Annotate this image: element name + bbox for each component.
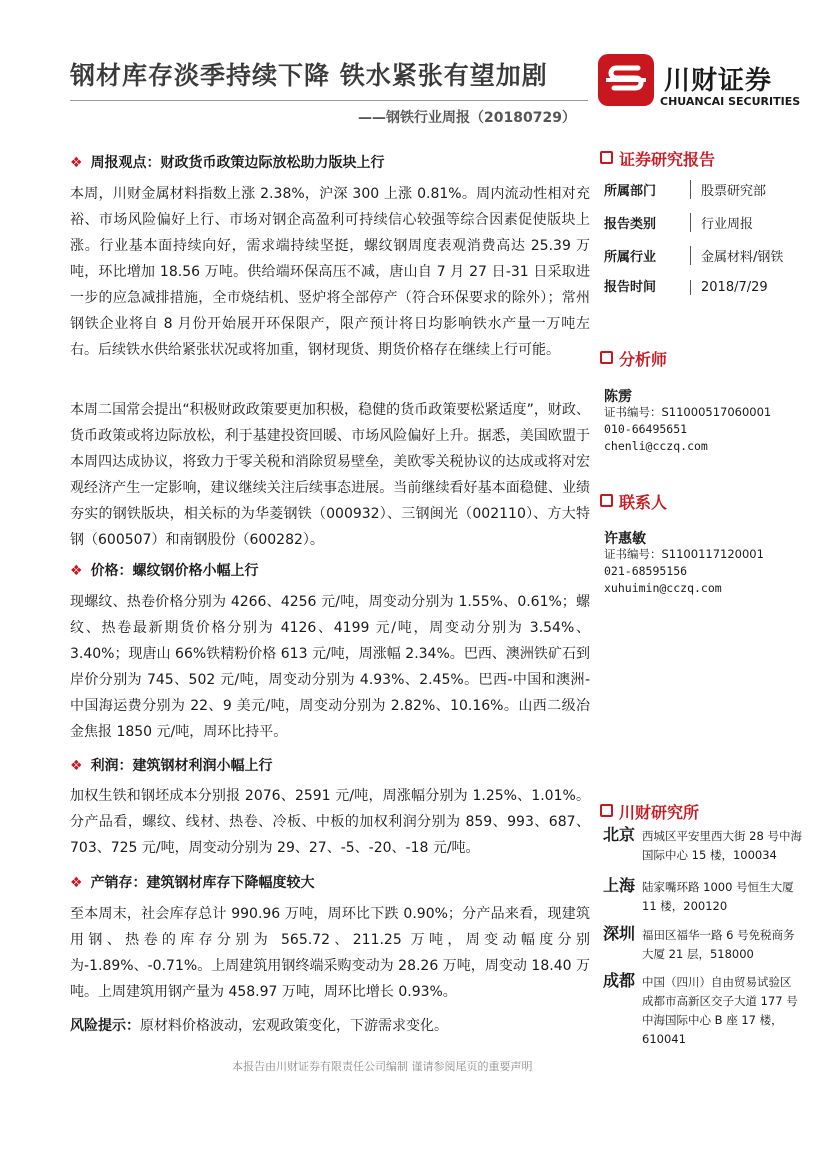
- section-heading-inventory: ❖ 产销存：建筑钢材库存下降幅度较大: [70, 875, 315, 891]
- sidebar-heading-institute: 川财研究所: [600, 800, 699, 823]
- sidebar-heading-contact: 联系人: [600, 490, 667, 513]
- sidebar-heading-report: 证券研究报告: [600, 147, 715, 170]
- page-footer-disclaimer: 本报告由川财证券有限责任公司编制 谨请参阅尾页的重要声明: [232, 1060, 533, 1073]
- square-bullet-icon: [600, 494, 613, 507]
- contact-name: 许惠敏: [604, 531, 646, 547]
- contact-cert: 证书编号：S1100117120001: [604, 547, 764, 561]
- office-city-shenzhen: 深圳: [603, 924, 636, 943]
- office-address-shenzhen: 福田区福华一路 6 号免税商务大厦 21 层，518000: [642, 928, 795, 961]
- logo-text-en: CHUANCAI SECURITIES: [660, 95, 801, 108]
- office-address-shanghai: 陆家嘴环路 1000 号恒生大厦 11 楼，200120: [642, 880, 794, 913]
- contact-email: xuhuimin@cczq.com: [604, 581, 722, 595]
- analyst-phone: 010-66495651: [604, 422, 688, 436]
- square-bullet-icon: [600, 804, 613, 817]
- paragraph-price: 现螺纹、热卷价格分别为 4266、4256 元/吨，周变动分别为 1.55%、0.61%；螺纹、热卷最新期货价格分别为 4126、4199 元/吨，周变动分别为 3.54%、3.40%；现唐山 66%铁精粉价格 613 元/吨，周涨幅 2.34%。巴西、澳洲铁矿石到岸价分别为 745、502 元/吨，周变动分别为 4.93%、2.45%。巴西-中国和澳洲-中国海运费分别为 22、9 美元/吨，周变动分别为 2.82%、10.16%。山西二级冶金焦报 1850 元/吨，周环比持平。: [70, 594, 590, 740]
- report-subtitle: ——钢铁行业周报（20180729）: [358, 110, 576, 126]
- square-bullet-icon: [600, 351, 613, 364]
- sidebar-heading-analyst: 分析师: [600, 347, 667, 370]
- diamond-bullet-icon: ❖: [70, 155, 83, 171]
- square-bullet-icon: [600, 151, 613, 164]
- logo-text-cn: 川财证券: [664, 66, 773, 96]
- paragraph-profit: 加权生铁和钢坯成本分别报 2076、2591 元/吨，周涨幅分别为 1.25%、1.01%。分产品看，螺纹、线材、热卷、冷板、中板的加权利润分别为 859、993、687、703、725 元/吨，周变动分别为 29、27、-5、-20、-18 元/吨。: [70, 788, 590, 856]
- paragraph-inventory: 至本周末，社会库存总计 990.96 万吨，周环比下跌 0.90%；分产品来看，现建筑用钢、热卷的库存分别为 565.72、211.25 万吨，周变动幅度分别为-1.89%、-0.71%。上周建筑用钢终端采购变动为 28.26 万吨，周变动 18.40 万吨。上周建筑用钢产量为 458.97 万吨，周环比增长 0.93%。: [70, 906, 590, 1000]
- office-city-shanghai: 上海: [603, 876, 636, 895]
- paragraph-view-1: 本周，川财金属材料指数上涨 2.38%，沪深 300 上涨 0.81%。周内流动性相对充裕、市场风险偏好上行、市场对钢企高盈利可持续信心较强等综合因素促使版块上涨。行业基本面持续向好，需求端持续坚挺，螺纹钢周度表观消费高达 25.39 万吨，环比增加 18.56 万吨。供给端环保高压不减，唐山自 7 月 27 日-31 日采取进一步的应急减排措施，全市烧结机、竖炉将全部停产（符合环保要求的除外）；常州钢铁企业将自 8 月份开始展开环保限产，限产预计将日均影响铁水产量一万吨左右。后续铁水供给紧张状况或将加重，钢材现货、期货价格存在继续上行可能。: [70, 186, 590, 358]
- info-row-industry: 所属行业 金属材料/钢铁: [604, 246, 783, 265]
- info-row-type: 报告类别 行业周报: [604, 213, 753, 232]
- diamond-bullet-icon: ❖: [70, 758, 83, 774]
- info-row-date: 报告时间 2018/7/29: [604, 280, 768, 295]
- report-title: 钢材库存淡季持续下降 铁水紧张有望加剧: [70, 61, 548, 90]
- analyst-name: 陈雳: [604, 389, 632, 405]
- title-divider: [70, 100, 588, 101]
- analyst-cert: 证书编号：S11000517060001: [604, 405, 772, 419]
- section-heading-view: ❖ 周报观点：财政货币政策边际放松助力版块上行: [70, 155, 385, 171]
- office-city-chengdu: 成都: [603, 971, 636, 990]
- contact-phone: 021-68595156: [604, 564, 688, 578]
- logo-mark-icon: [598, 54, 654, 106]
- office-address-beijing: 西城区平安里西大街 28 号中海国际中心 15 楼，100034: [642, 829, 802, 862]
- risk-note: 风险提示：原材料价格波动，宏观政策变化，下游需求变化。: [70, 1018, 448, 1034]
- diamond-bullet-icon: ❖: [70, 563, 83, 579]
- office-address-chengdu: 中国（四川）自由贸易试验区成都市高新区交子大道 177 号中海国际中心 B 座 17 楼，610041: [642, 975, 798, 1046]
- diamond-bullet-icon: ❖: [70, 875, 83, 891]
- info-row-department: 所属部门 股票研究部: [604, 180, 766, 199]
- office-city-beijing: 北京: [603, 825, 636, 844]
- section-heading-price: ❖ 价格：螺纹钢价格小幅上行: [70, 563, 259, 579]
- paragraph-view-2: 本周二国常会提出“积极财政政策要更加积极，稳健的货币政策要松紧适度”，财政、货币政策或将边际放松，利于基建投资回暖、市场风险偏好上升。据悉，美国欧盟于本周四达成协议，将致力于零关税和消除贸易壁垒，美欧零关税协议的达成或将对宏观经济产生一定影响，建议继续关注后续事态进展。当前继续看好基本面稳健、业绩夯实的钢铁版块，相关标的为华菱钢铁（000932）、三钢闽光（002110）、方大特钢（600507）和南钢股份（600282）。: [70, 402, 590, 548]
- analyst-email: chenli@cczq.com: [604, 439, 708, 453]
- section-heading-profit: ❖ 利润：建筑钢材利润小幅上行: [70, 758, 273, 774]
